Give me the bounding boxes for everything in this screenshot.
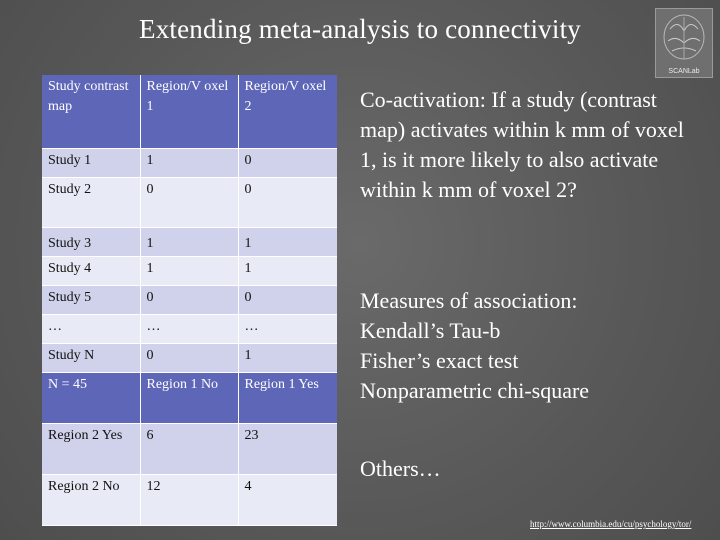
table-cell: 0: [238, 148, 337, 177]
measure-item: Nonparametric chi-square: [360, 378, 590, 403]
header-cell: Study contrast map: [42, 75, 140, 148]
table-row: [42, 148, 337, 177]
table-cell: 1: [140, 227, 238, 256]
table-row: [42, 285, 337, 314]
header-cell: Region/V oxel 1: [140, 75, 238, 148]
table-cell: Study 2: [42, 177, 140, 227]
others-text: Others…: [360, 456, 441, 481]
contingency-row: [42, 423, 337, 474]
table-cell: 0: [140, 343, 238, 372]
scanlab-logo: [655, 8, 713, 78]
measure-item: Fisher’s exact test: [360, 348, 519, 373]
table-header-row: [42, 75, 337, 148]
contingency-row: [42, 474, 337, 525]
slide-title: Extending meta-analysis to connectivity: [139, 14, 581, 44]
study-activation-table: [42, 75, 337, 526]
logo-label: SCANLab: [668, 68, 700, 75]
contingency-header-cell: Region 1 No: [140, 372, 238, 423]
table-cell: …: [42, 314, 140, 343]
header-cell: Region/V oxel 2: [238, 75, 337, 148]
table-cell: 1: [238, 256, 337, 285]
measures-block: [360, 286, 690, 406]
table-cell: 1: [238, 227, 337, 256]
table-cell: Study N: [42, 343, 140, 372]
contingency-cell: Region 2 No: [42, 474, 140, 525]
table-cell: …: [140, 314, 238, 343]
table-cell: 0: [140, 285, 238, 314]
table-row: [42, 256, 337, 285]
table-cell: 1: [140, 256, 238, 285]
table-cell: 0: [238, 177, 337, 227]
table-cell: 0: [238, 285, 337, 314]
table-cell: 1: [140, 148, 238, 177]
table-row: [42, 343, 337, 372]
contingency-cell: 6: [140, 423, 238, 474]
table-cell: Study 3: [42, 227, 140, 256]
coactivation-text: Co-activation: If a study (contrast map) activates within k mm of voxel 1, is it more likely to also activate within k mm of voxel 2?: [360, 87, 684, 202]
contingency-cell: 4: [238, 474, 337, 525]
contingency-header-cell: Region 1 Yes: [238, 372, 337, 423]
table-row: [42, 177, 337, 227]
table-cell: …: [238, 314, 337, 343]
contingency-cell: 23: [238, 423, 337, 474]
measures-title: Measures of association:: [360, 288, 578, 313]
contingency-header-row: [42, 372, 337, 423]
table-cell: 1: [238, 343, 337, 372]
measure-item: Kendall’s Tau-b: [360, 318, 501, 343]
table-cell: Study 5: [42, 285, 140, 314]
table-cell: Study 1: [42, 148, 140, 177]
contingency-cell: Region 2 Yes: [42, 423, 140, 474]
table-cell: 0: [140, 177, 238, 227]
table-cell: Study 4: [42, 256, 140, 285]
table-row: [42, 227, 337, 256]
contingency-header-cell: N = 45: [42, 372, 140, 423]
contingency-cell: 12: [140, 474, 238, 525]
footer-url-link[interactable]: http://www.columbia.edu/cu/psychology/tor/: [530, 519, 692, 529]
table-row: [42, 314, 337, 343]
